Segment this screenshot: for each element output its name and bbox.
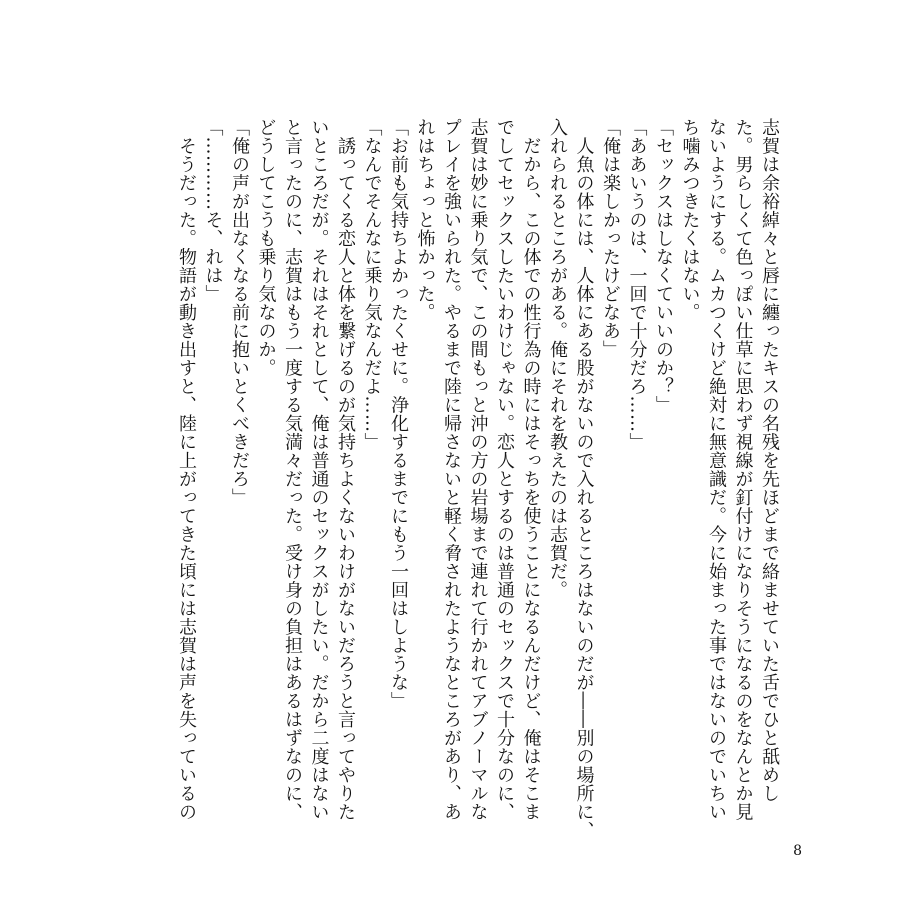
text-line: どうしてこうも乗り気なのか。 <box>255 118 277 377</box>
text-line: 「セックスはしなくていいのか？」 <box>653 118 674 414</box>
text-line: 志賀は余裕綽々と唇に纏ったキスの名残を先ほどまで絡ませていた舌でひと舐めし <box>759 118 780 803</box>
text-line: と言ったのに、志賀はもう一度する気満々だった。受け身の負担はあるはずなのに、 <box>282 118 303 821</box>
text-line: そうだった。物語が動き出すと、陸に上がってきた頃には志賀は声を失っているの <box>176 118 197 821</box>
text-line: でしてセックスしたいわけじゃない。恋人とするのは普通のセックスで十分なのに、 <box>494 118 515 821</box>
text-line: 志賀は妙に乗り気で、この間もっと沖の方の岩場まで連れて行かれてアブノーマルな <box>467 118 489 821</box>
text-line: た。男らしくて色っぽい仕草に思わず視線が釘付けになりそうになるのをなんとか見 <box>732 118 754 821</box>
page-number: 8 <box>793 843 802 859</box>
text-line: 人魚の体には、人体にある股がないので入れるところはないのだが――別の場所に、 <box>573 118 595 840</box>
text-line: プレイを強いられた。やるまで陸に帰さないと軽く脅されたようなところがあり、あ <box>441 118 462 821</box>
text-line: 「お前も気持ちよかったくせに。浄化するまでにもう一回はしような」 <box>388 118 409 710</box>
text-line: 「俺の声が出なくなる前に抱いとくべきだろ」 <box>229 118 250 507</box>
text-line: いところだが。それはそれとして、俺は普通のセックスがしたい。だから二度はない <box>308 118 330 821</box>
text-line: ないようにする。ムカつくけど絶対に無意識だ。今に始まった事ではないのでいちい <box>706 118 727 821</box>
vertical-text-body <box>173 118 783 840</box>
text-line: 入れられるところがある。俺にそれを教えたのは志賀だ。 <box>547 118 568 599</box>
text-line: れはちょっと怖かった。 <box>414 118 436 322</box>
text-line: 「俺は楽しかったけどなあ」 <box>600 118 621 359</box>
text-line: 「…………そ、れは」 <box>202 118 224 303</box>
text-line: ち噛みつきたくはない。 <box>679 118 701 322</box>
text-line: 「なんでそんなに乗り気なんだよ……」 <box>361 118 383 451</box>
text-line: 誘ってくる恋人と体を繋げるのが気持ちよくないわけがないだろうと言ってやりた <box>335 118 356 821</box>
text-line: だから、この体での性行為の時にはそっちを使うことになるんだけど、俺はそこま <box>520 118 542 821</box>
text-line: 「ああいうのは、一回で十分だろ……」 <box>626 118 648 451</box>
